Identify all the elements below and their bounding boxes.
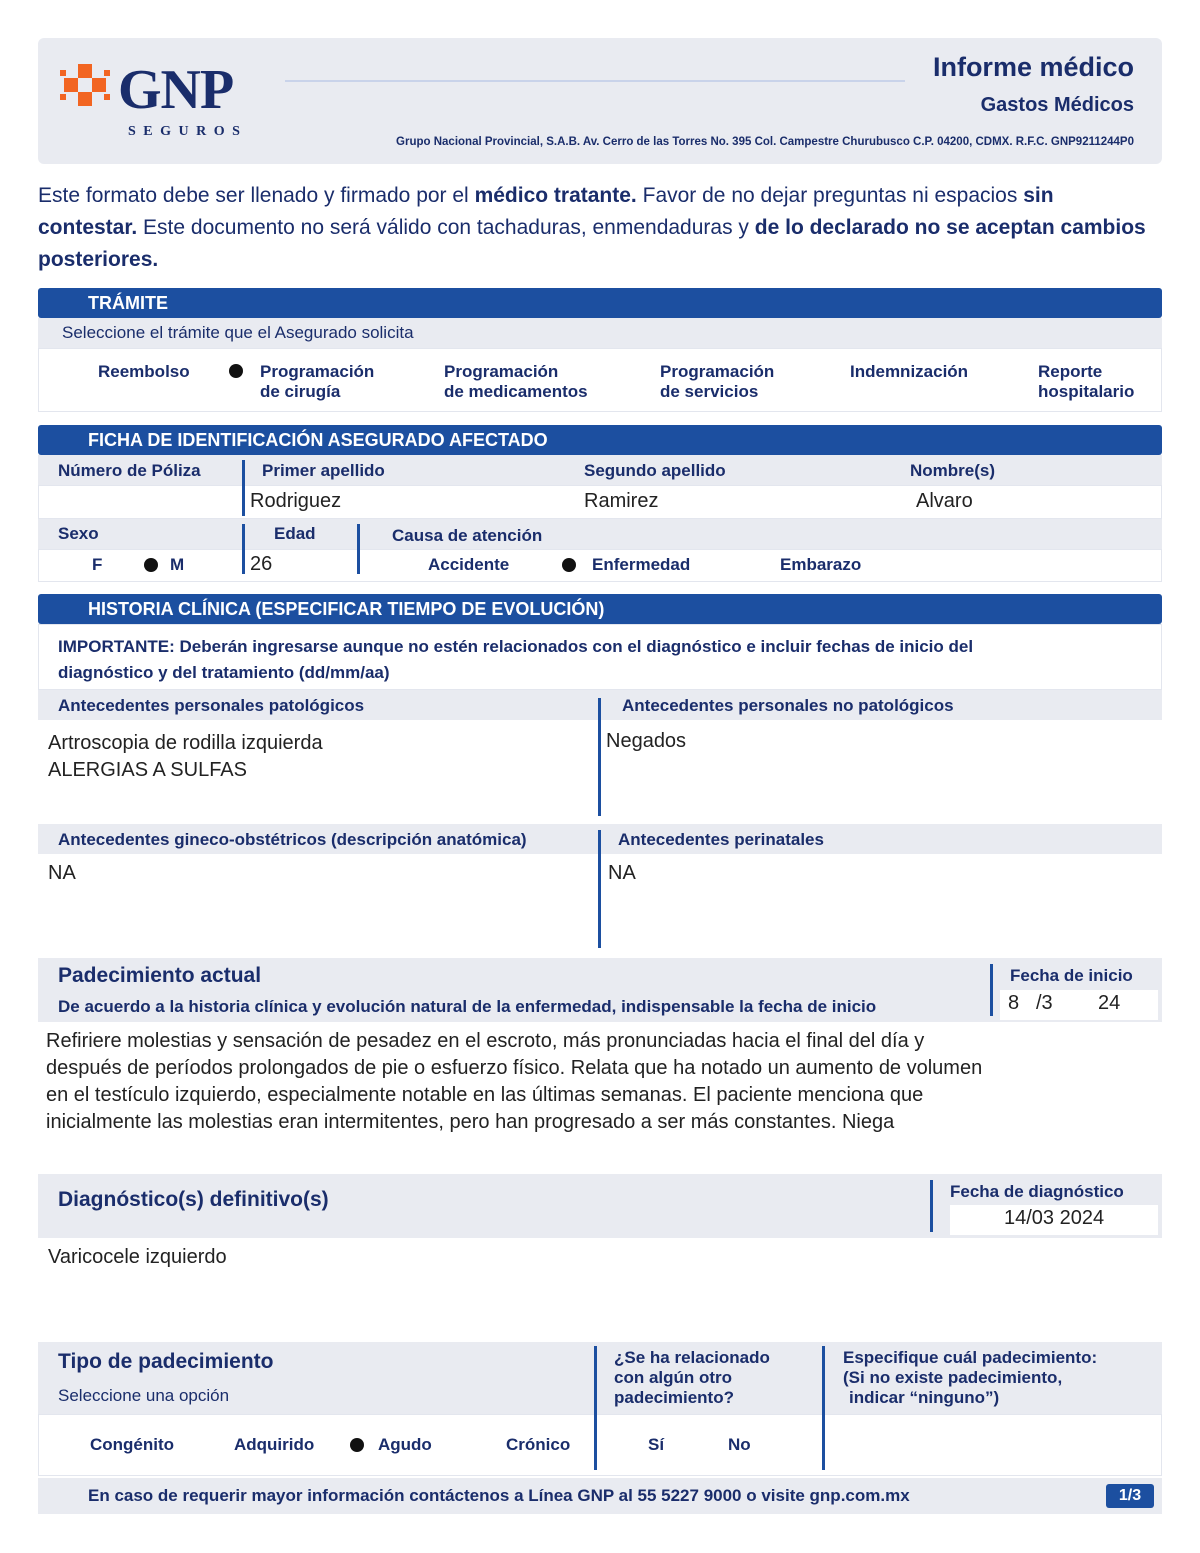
selected-dot [350,1438,364,1457]
historia-band: HISTORIA CLÍNICA (ESPECIFICAR TIEMPO DE EVOLUCIÓN) [38,594,1162,624]
divider [822,1414,825,1470]
app-line: ALERGIAS A SULFAS [48,759,247,781]
especifique-label [843,1348,1097,1408]
option-label: de servicios [660,382,759,401]
padecimiento-line: después de períodos prolongados de pie o esfuerzo físico. Relata que ha notado un aumento de volumen [46,1057,983,1079]
fecha-diagnostico-box[interactable] [950,1205,1158,1235]
apellido1-label: Primer apellido [262,461,385,480]
sexo-f-option[interactable]: F [92,555,103,574]
padecimiento-field[interactable] [46,1028,1156,1136]
nombre-field[interactable]: Alvaro [916,490,973,512]
padecimiento-title: Padecimiento actual [58,964,262,987]
padecimiento-line: Refiriere molestias y sensación de pesadez en el escroto, más pronunciadas hacia el final del día y [46,1030,925,1052]
causa-enfermedad-option[interactable]: Enfermedad [592,555,691,574]
padecimiento-sub: De acuerdo a la historia clínica y evolución natural de la enfermedad, indispensable la fecha de inicio [58,997,877,1016]
option-programacion-cirugia[interactable] [260,362,374,402]
divider [990,964,993,1016]
instr-part: Favor de no dejar preguntas ni espacios [636,184,1024,207]
selected-dot [562,558,576,577]
instr-bold: sin contestar. [38,184,1054,239]
option-reporte-hospitalario[interactable] [1038,362,1134,402]
option-reembolso[interactable] [98,362,190,382]
tipo-cronico-option[interactable]: Crónico [506,1435,571,1454]
instr-bold: de lo declarado no se aceptan cambios posteriores. [38,216,1146,271]
padecimiento-line: inicialmente las molestias eran intermitentes, pero han progresado a ser más constantes. Niega [46,1111,895,1133]
edad-field[interactable]: 26 [250,553,273,575]
fecha-inicio-box[interactable] [1000,990,1158,1020]
tramite-band: TRÁMITE [38,288,1162,318]
especifique-line: (Si no existe padecimiento, [843,1368,1063,1387]
important-bold: IMPORTANTE: [58,637,175,656]
divider [930,1180,933,1232]
tipo-agudo-option[interactable]: Agudo [378,1435,432,1454]
poliza-label: Número de Póliza [58,461,201,480]
page-title: Informe médico [932,52,1134,82]
padecimiento-line: en el testículo izquierdo, especialmente notable en las últimas semanas. El paciente menciona que [46,1084,924,1106]
instructions [38,180,1158,276]
diagnostico-title: Diagnóstico(s) definitivo(s) [58,1188,329,1211]
relacionado-label [614,1348,770,1408]
fecha-diagnostico-label: Fecha de diagnóstico [950,1182,1124,1201]
apnp-label: Antecedentes personales no patológicos [622,696,954,715]
logo-text: GNP [118,59,234,121]
option-label: Indemnización [850,362,969,381]
peri-field[interactable]: NA [608,862,636,884]
nombre-label: Nombre(s) [910,461,996,480]
fecha-inicio-year: 24 [1098,992,1121,1014]
fecha-inicio-label: Fecha de inicio [1010,966,1133,985]
divider [357,524,360,574]
logo-subtext: S E G U R O S [128,124,242,139]
divider [242,524,245,574]
footer-contact: En caso de requerir mayor información contáctenos a Línea GNP al 55 5227 9000 o visite gnp.com.mx [88,1486,910,1505]
divider [598,830,601,948]
relacionado-no-option[interactable]: No [728,1435,751,1454]
option-label: Programación [660,362,775,381]
divider [598,698,601,816]
historia-important [58,634,1148,686]
instr-bold: médico tratante. [474,184,637,207]
apellido1-field[interactable]: Rodriguez [250,490,342,512]
relacionado-line: ¿Se ha relacionado [614,1348,770,1367]
company-address: Grupo Nacional Provincial, S.A.B. Av. Cerro de las Torres No. 395 Col. Campestre Churubusco C.P. 04200, CDMX. R.F.C. GNP9211244P0 [396,136,1134,148]
instr-part: Este formato debe ser llenado y firmado por el [38,184,475,207]
important-text: diagnóstico y del tratamiento (dd/mm/aa) [58,663,390,682]
selected-dot [229,364,243,383]
selected-dot [144,558,158,577]
fecha-inicio-month: /3 [1036,992,1053,1014]
relacionado-si-option[interactable]: Sí [648,1435,665,1454]
option-label: de cirugía [260,382,341,401]
ficha-band: FICHA DE IDENTIFICACIÓN ASEGURADO AFECTADO [38,425,1162,455]
edad-label: Edad [274,524,316,543]
option-label: hospitalario [1038,382,1135,401]
divider [242,460,245,516]
tramite-options-box [38,348,1162,412]
page-number-badge: 1/3 [1106,1484,1154,1508]
apellido2-field[interactable]: Ramirez [584,490,659,512]
relacionado-line: con algún otro [614,1368,733,1387]
option-label: de medicamentos [444,382,588,401]
ficha-label-row2 [38,519,1162,549]
fecha-inicio-day: 8 [1008,992,1020,1014]
divider [594,1414,597,1470]
option-label: Programación [444,362,559,381]
causa-accidente-option[interactable]: Accidente [428,555,510,574]
tipo-congenito-option[interactable]: Congénito [90,1435,175,1454]
tipo-adquirido-option[interactable]: Adquirido [234,1435,315,1454]
option-label: Reembolso [98,362,190,381]
diagnostico-field[interactable]: Varicocele izquierdo [48,1246,227,1268]
especifique-line: Especifique cuál padecimiento: [843,1348,1098,1367]
tipo-sub: Seleccione una opción [58,1386,230,1405]
relacionado-line: padecimiento? [614,1388,734,1407]
sexo-m-option[interactable]: M [170,555,185,574]
page-subtitle: Gastos Médicos [980,94,1134,116]
tipo-title: Tipo de padecimiento [58,1350,274,1373]
peri-label: Antecedentes perinatales [618,830,824,849]
option-indemnizacion[interactable] [850,362,968,382]
sexo-label: Sexo [58,524,99,543]
fecha-diagnostico-value: 14/03 2024 [1004,1207,1105,1229]
app-line: Artroscopia de rodilla izquierda [48,732,323,754]
option-label: Reporte [1038,362,1103,381]
go-label: Antecedentes gineco-obstétricos (descripción anatómica) [58,830,527,849]
instr-part: Este documento no será válido con tachaduras, enmendaduras y [137,216,755,239]
causa-embarazo-option[interactable]: Embarazo [780,555,862,574]
option-label: Programación [260,362,375,381]
option-programacion-medicamentos[interactable] [444,362,588,402]
tramite-prompt: Seleccione el trámite que el Asegurado solicita [62,323,414,342]
important-text: Deberán ingresarse aunque no estén relacionados con el diagnóstico e incluir fechas de inicio del [174,637,974,656]
go-field[interactable]: NA [48,862,76,884]
tipo-options-box [38,1414,1162,1476]
causa-label: Causa de atención [392,526,543,545]
especifique-line: indicar “ninguno”) [849,1388,1000,1407]
apnp-field[interactable]: Negados [606,730,687,752]
app-field[interactable] [48,730,323,784]
apellido2-label: Segundo apellido [584,461,726,480]
app-label: Antecedentes personales patológicos [58,696,365,715]
header-rule [285,80,905,82]
option-programacion-servicios[interactable] [660,362,774,402]
